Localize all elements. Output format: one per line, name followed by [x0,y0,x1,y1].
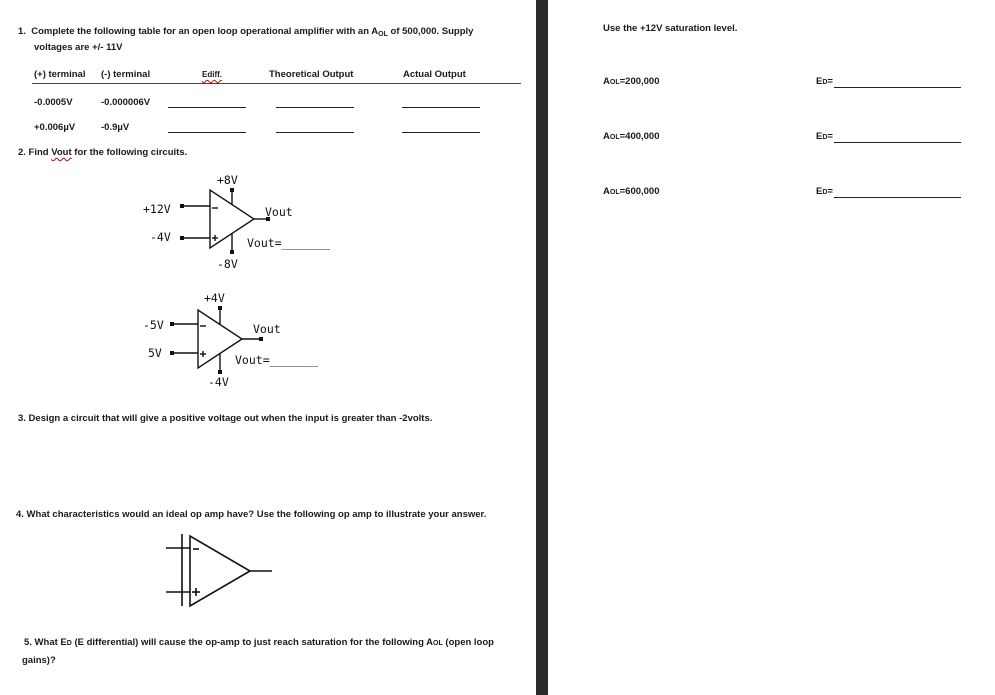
circuit1-in-plus-label: -4V [150,230,171,244]
ed-label-2 [816,131,833,144]
row2-plus: +0.006µV [34,122,76,133]
q2-rest: for the following circuits. [71,147,188,158]
circuit2-top-node [218,306,222,310]
ed-answer-blank-3[interactable] [834,197,961,198]
ed3-eq: = [827,186,833,197]
header-plus-terminal: (+) terminal [34,69,86,80]
ed2-e: E [816,131,823,142]
circuit2-top-label: +4V [204,291,225,305]
aol-600000 [603,186,660,199]
circuit1-bottom-label: -8V [217,257,238,271]
aol1-a: A [603,76,610,87]
ed-label-3 [816,186,833,199]
ed2-eq: = [827,131,833,142]
aol1-sub: OL [609,79,620,86]
page-divider [536,0,548,695]
aol2-val: =400,000 [619,131,660,142]
header-ediff-label: Ediff. [202,70,222,79]
ideal-opamp-symbol [166,534,272,606]
q5-text-line2: gains)? [22,655,56,666]
q1-number: 1. [18,26,26,37]
q1-text-line2: voltages are +/- 11V [34,42,123,53]
circuit1-top-label: +8V [217,173,238,187]
row1-minus: -0.000006V [101,97,151,108]
q5-line1c: (open loop [442,637,494,648]
circuit1-plus-node [180,236,184,240]
ed1-e: E [816,76,823,87]
q5-ol-sub: OL [433,640,443,647]
q1-line1-end: of 500,000. Supply [387,26,474,37]
header-minus-terminal: (-) terminal [101,69,151,80]
header-actual-output: Actual Output [403,69,466,80]
q5-line1a: 5. What E [24,637,67,648]
ed3-sub: D [822,189,828,196]
q1-aol-sub: OL [378,31,388,38]
header-theoretical-output: Theoretical Output [269,69,354,80]
q3-text: 3. Design a circuit that will give a positive voltage out when the input is greater than -2volts. [18,413,433,424]
circuit1-answer[interactable]: Vout=_______ [247,236,331,250]
q5-d-sub: D [66,640,72,647]
circuit1-in-minus-label: +12V [143,202,171,216]
ed-answer-blank-1[interactable] [834,87,961,88]
circuit2-plus-node [170,351,174,355]
q1-line1: Complete the following table for an open loop operational amplifier with an A [31,26,379,37]
right-instruction: Use the +12V saturation level. [603,23,738,34]
row1-plus: -0.0005V [34,97,73,108]
circuit2-minus-node [170,322,174,326]
ed-answer-blank-2[interactable] [834,142,961,143]
ed-label-1 [816,76,833,89]
q5-line1b: (E differential) will cause the op-amp to just reach saturation for the following A [71,637,434,648]
circuit2-answer[interactable]: Vout=_______ [235,353,319,367]
circuit1-out-label: Vout [265,205,293,219]
aol3-a: A [603,186,610,197]
ed1-eq: = [827,76,833,87]
circuit1-top-node [230,188,234,192]
aol2-a: A [603,131,610,142]
ed1-sub: D [822,79,828,86]
q4-text: 4. What characteristics would an ideal op amp have? Use the following op amp to illustrate your answer. [16,509,487,520]
aol3-sub: OL [609,189,620,196]
q2-label: 2. Find [18,147,52,158]
circuit2-in-minus-label: -5V [143,318,164,332]
aol-400000 [603,131,660,144]
aol2-sub: OL [609,134,620,141]
ed3-e: E [816,186,823,197]
row2-minus: -0.9µV [101,122,130,133]
circuit1-bottom-node [230,250,234,254]
circuit2-out-label: Vout [253,322,281,336]
circuit2-out-node [259,337,263,341]
circuit2-in-plus-label: 5V [148,346,162,360]
aol-200000 [603,76,660,89]
circuit1-minus-node [180,204,184,208]
ed2-sub: D [822,134,828,141]
circuit2-bottom-label: -4V [208,375,229,389]
aol3-val: =600,000 [619,186,660,197]
aol1-val: =200,000 [619,76,660,87]
q5-text-line1 [24,637,494,650]
q2-vout: Vout [51,147,72,158]
circuit2-bottom-node [218,370,222,374]
